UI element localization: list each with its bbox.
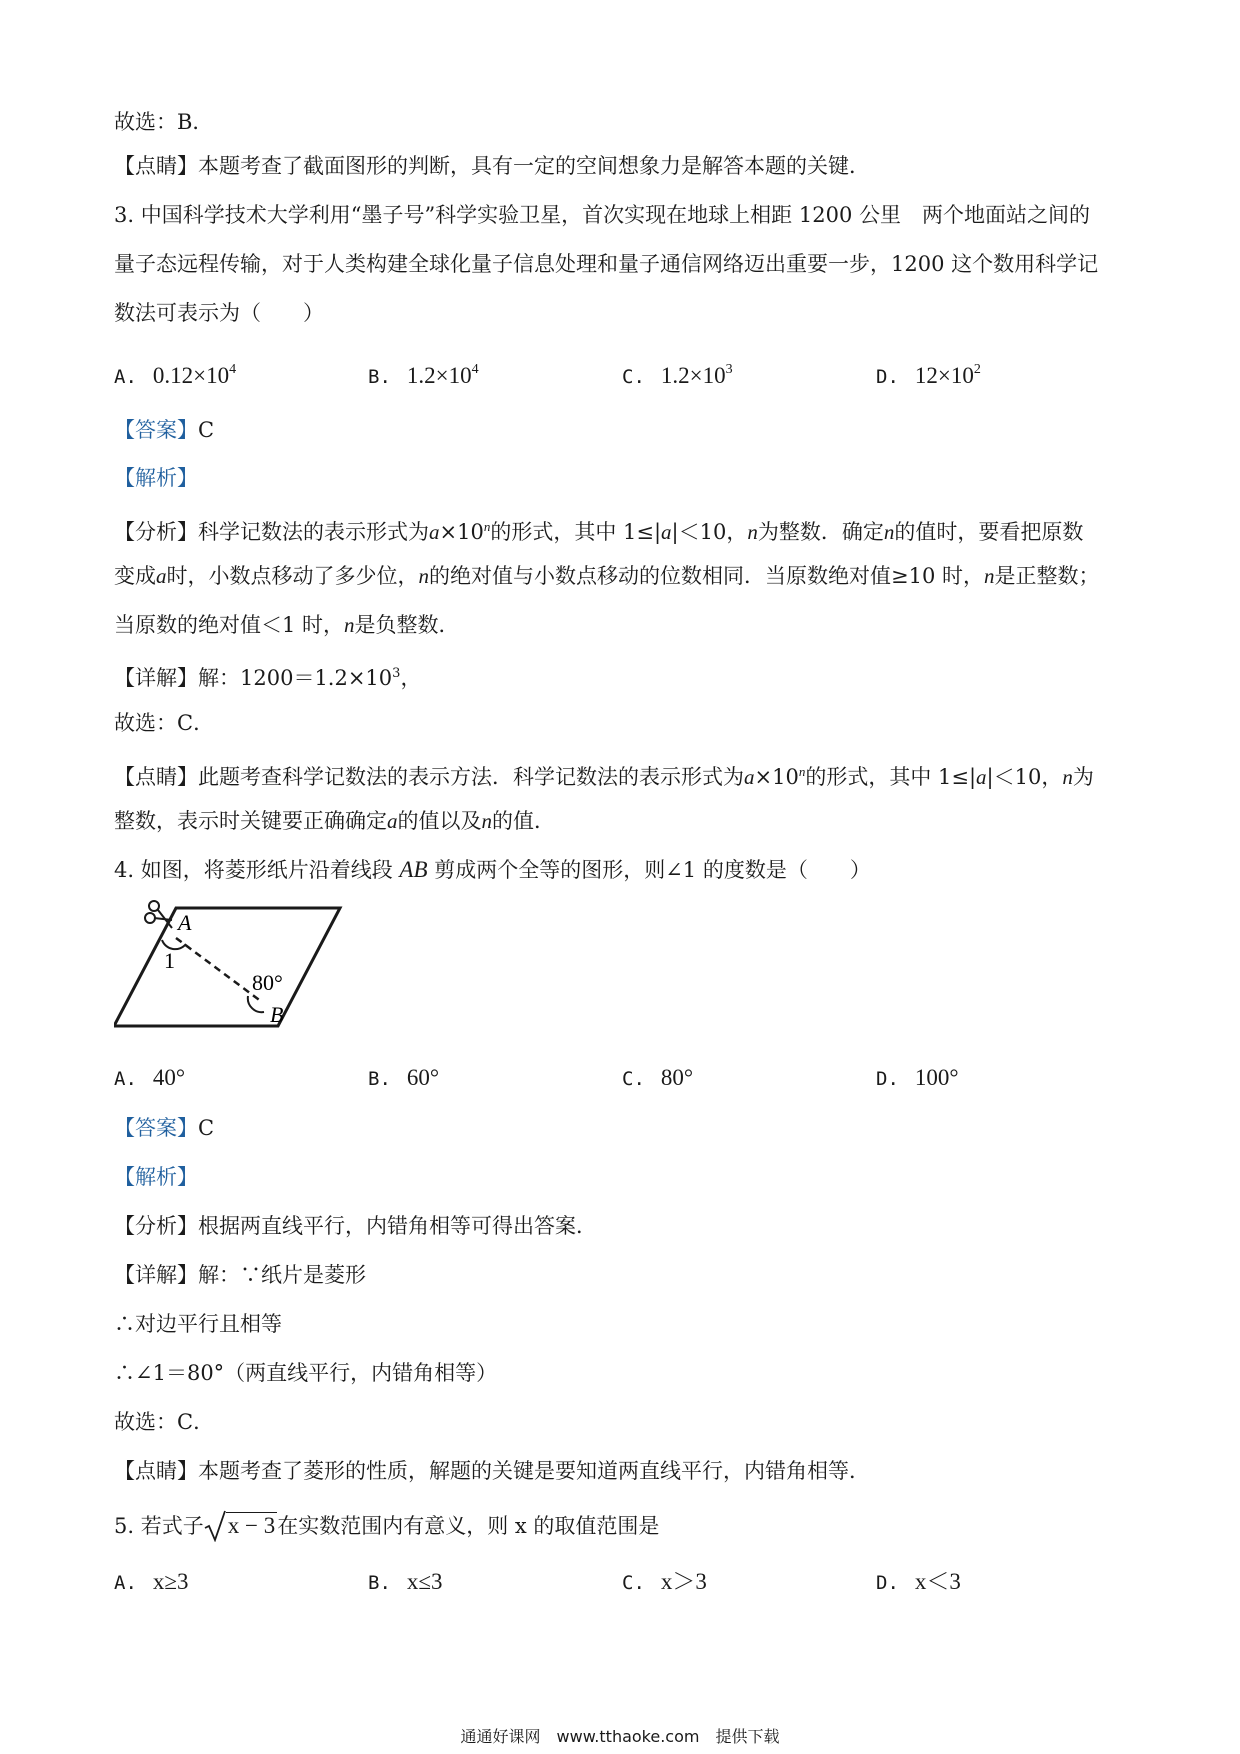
q5-option-c: C. x＞3 xyxy=(622,1569,707,1594)
q4-detail: 【详解】解：∵纸片是菱形 xyxy=(114,1263,366,1287)
rhombus-figure xyxy=(114,888,354,1048)
q3-stem-line-2: 量子态远程传输，对于人类构建全球化量子信息处理和量子通信网络迈出重要一步，1200 这个数用科学记 xyxy=(114,252,1099,276)
label-80-degrees: 80° xyxy=(252,970,283,995)
q4-option-a: A. 40° xyxy=(114,1065,186,1090)
q3-choice: 故选：C． xyxy=(114,711,215,735)
q3-stem-line-3: 数法可表示为（ ） xyxy=(114,301,324,325)
page-footer: 通通好课网 www.tthaoke.com 提供下载 xyxy=(460,1727,780,1746)
q3-analysis-line-2: 变成a时，小数点移动了多少位，n的绝对值与小数点移动的位数相同．当原数绝对值≥10 时，n是正整数； xyxy=(114,564,1100,588)
q3-option-b: B. $1.2\times 10^4$ xyxy=(368,362,479,388)
label-a: A xyxy=(178,910,192,935)
q4-step-1: ∴对边平行且相等 xyxy=(114,1312,282,1336)
q4-choice: 故选：C． xyxy=(114,1410,215,1434)
q3-detail: 【详解】解：$1200=1.2\times 10^3$， xyxy=(114,666,422,690)
q3-analysis-line-3: 当原数的绝对值＜1 时，n是负整数． xyxy=(114,613,460,637)
q5-option-b: B. x≤3 xyxy=(368,1569,443,1594)
q4-option-b: B. 60° xyxy=(368,1065,440,1090)
q3-option-a: A. $0.12\times 10^4$ xyxy=(114,362,237,388)
label-b: B xyxy=(270,1002,284,1027)
previous-answer-line: 故选：B． xyxy=(114,110,214,134)
q5-option-d: D. x＜3 xyxy=(876,1569,961,1594)
previous-dianjing: 【点睛】本题考查了截面图形的判断，具有一定的空间想象力是解答本题的关键． xyxy=(114,154,870,178)
q4-answer: 【答案】C xyxy=(114,1116,215,1140)
q4-jiexi-heading: 【解析】 xyxy=(114,1165,198,1189)
q4-option-c: C. 80° xyxy=(622,1065,694,1090)
sqrt-expression: x − 3 xyxy=(204,1512,277,1540)
scissors-icon xyxy=(145,901,172,928)
q3-stem-line-1: 3. 中国科学技术大学利用“墨子号”科学实验卫星，首次实现在地球上相距 1200 公里 两个地面站之间的 xyxy=(114,203,1090,227)
q3-jiexi-heading: 【解析】 xyxy=(114,466,198,490)
q3-analysis-line-1: 【分析】科学记数法的表示形式为$a\times 10^n$的形式，其中 1≤|a|＜10，n为整数．确定n的值时，要看把原数 xyxy=(114,519,1084,544)
q3-dianjing-line-2: 整数，表示时关键要正确确定a的值以及n的值． xyxy=(114,809,555,833)
q4-option-d: D. 100° xyxy=(876,1065,959,1090)
label-1: 1 xyxy=(164,948,175,973)
q4-dianjing: 【点睛】本题考查了菱形的性质，解题的关键是要知道两直线平行，内错角相等． xyxy=(114,1459,870,1483)
q3-option-c: C. $1.2\times 10^3$ xyxy=(622,362,733,388)
q5-stem: 5. 若式子 x − 3在实数范围内有意义，则 x 的取值范围是 xyxy=(114,1513,660,1538)
q5-option-a: A. x≥3 xyxy=(114,1569,189,1594)
q4-step-2: ∴∠1＝80°（两直线平行，内错角相等） xyxy=(114,1361,498,1385)
q3-dianjing-line-1: 【点睛】此题考查科学记数法的表示方法．科学记数法的表示形式为$a\times 10^n$的形式，其中 1≤|a|＜10，n为 xyxy=(114,764,1094,789)
rhombus-outline xyxy=(114,908,340,1026)
q3-option-d: D. $12\times 10^2$ xyxy=(876,362,981,388)
q4-stem: 4. 如图，将菱形纸片沿着线段 AB 剪成两个全等的图形，则∠1 的度数是（ ） xyxy=(114,857,871,882)
q3-answer: 【答案】C xyxy=(114,418,215,442)
cut-line-ab xyxy=(176,938,262,1002)
q4-analysis: 【分析】根据两直线平行，内错角相等可得出答案． xyxy=(114,1214,597,1238)
